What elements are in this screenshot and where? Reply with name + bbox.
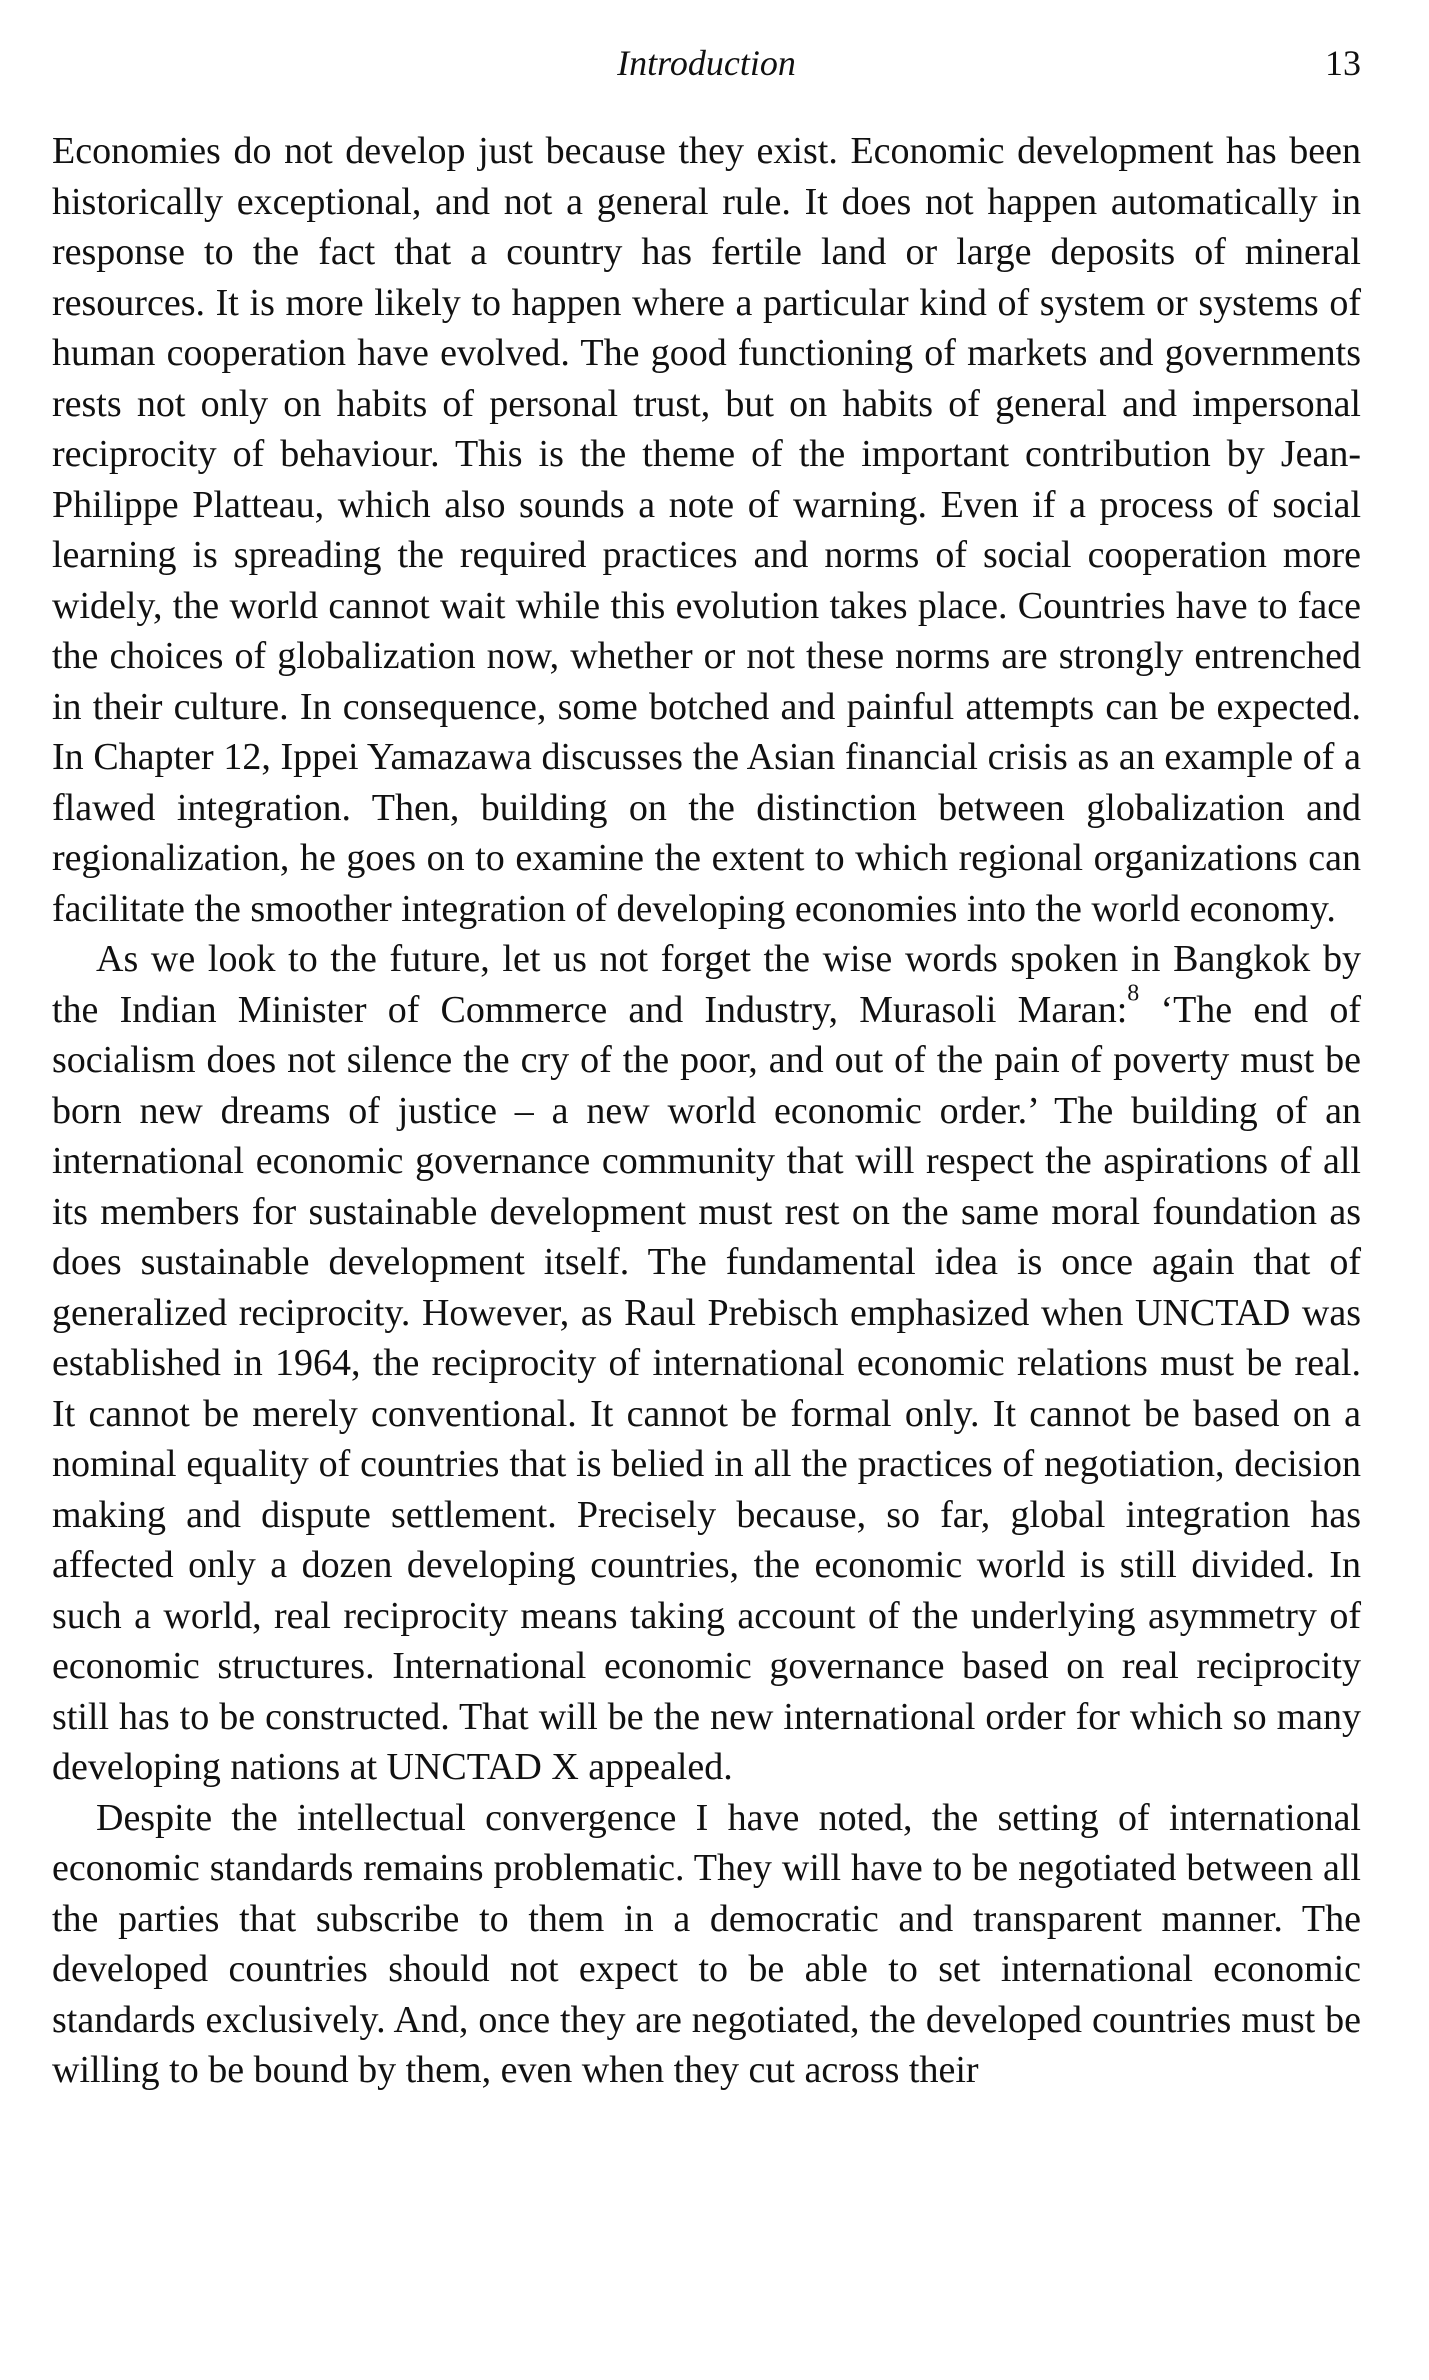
paragraph-3: Despite the intellectual convergence I have noted, the setting of international economic standards remains problematic. They will have to be negotiated between all the parties that subscribe to them in a democratic and transparent manner. The developed countries should not expect to be able to set international economic standards exclusively. And, once they are negotiated, the developed countries must be willing to be bound by them, even when they cut across their [52, 1796, 1361, 2091]
paragraph-2-text-before-note: As we look to the future, let us not forget the wise words spoken in Bangkok by the Indian Minister of Commerce and Industry, Murasoli Maran: [52, 938, 1361, 1031]
page-header [52, 38, 1361, 88]
running-head: Introduction [617, 43, 796, 83]
footnote-reference-8: 8 [1127, 979, 1140, 1006]
page-number: 13 [1325, 43, 1361, 83]
body-text [52, 126, 1361, 2096]
paragraph-2-text-after-note: ‘The end of socialism does not silence the cry of the poor, and out of the pain of poverty must be born new dreams of justice – a new world economic order.’ The building of an international economic governance community that will respect the aspirations of all its members for sustainable development must rest on the same moral foundation as does sustainable development itself. The fundamental idea is once again that of generalized reciprocity. However, as Raul Prebisch emphasized when UNCTAD was established in 1964, the reciprocity of international economic relations must be real. It cannot be merely conventional. It cannot be formal only. It cannot be based on a nominal equality of countries that is belied in all the practices of negotiation, decision making and dispute settlement. Precisely because, so far, global integration has affected only a dozen developing countries, the economic world is still divided. In such a world, real reciprocity means taking account of the underlying asymmetry of economic structures. International economic governance based on real reciprocity still has to be constructed. That will be the new international order for which so many developing nations at UNCTAD X appealed. [52, 988, 1361, 1788]
paragraph-1: Economies do not develop just because they exist. Economic development has been historically exceptional, and not a general rule. It does not happen automatically in response to the fact that a country has fertile land or large deposits of mineral resources. It is more likely to happen where a particular kind of system or systems of human cooperation have evolved. The good functioning of markets and governments rests not only on habits of personal trust, but on habits of general and impersonal reciprocity of behaviour. This is the theme of the important contribution by Jean-Philippe Platteau, which also sounds a note of warning. Even if a process of social learning is spreading the required practices and norms of social cooperation more widely, the world cannot wait while this evolution takes place. Countries have to face the choices of globalization now, whether or not these norms are strongly entrenched in their culture. In consequence, some botched and painful attempts can be expected. In Chapter 12, Ippei Yamazawa discusses the Asian financial crisis as an example of a flawed integration. Then, building on the distinction between globalization and regionalization, he goes on to examine the extent to which regional organizations can facilitate the smoother integration of developing economies into the world economy. [52, 130, 1361, 930]
paragraph-2 [52, 934, 1361, 1793]
